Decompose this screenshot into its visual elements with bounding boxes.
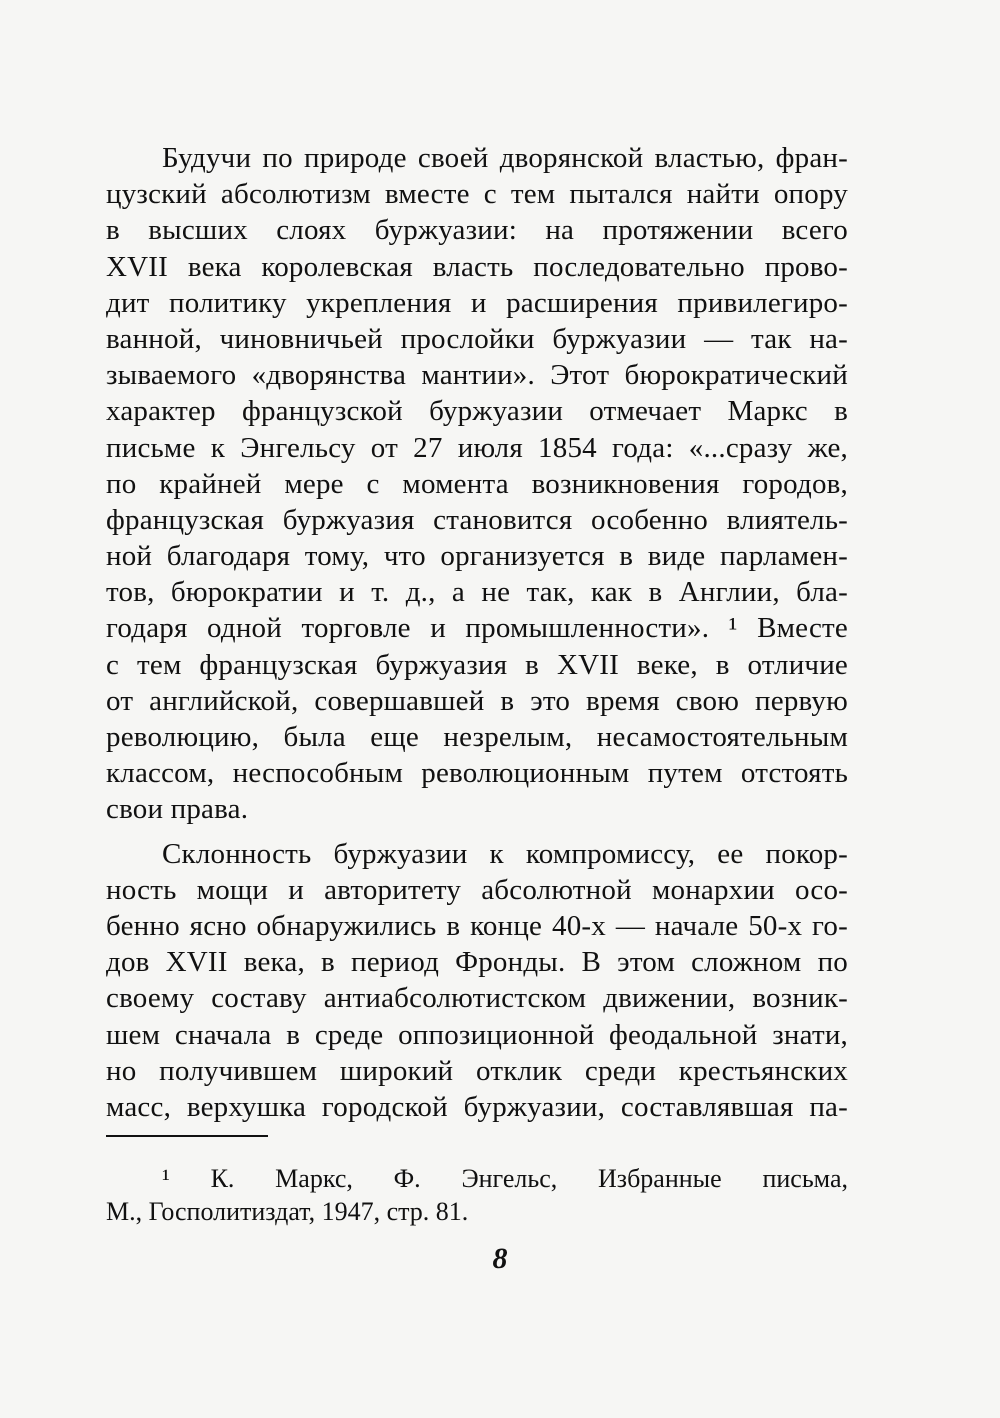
text-line: зываемого «дворянства мантии». Этот бюрократический xyxy=(106,359,848,392)
main-text xyxy=(106,140,848,1125)
text-line: дит политику укрепления и расширения привилегиро- xyxy=(106,286,848,319)
text-line: дов XVII века, в период Фронды. В этом сложном по xyxy=(106,946,848,979)
text-line: Будучи по природе своей дворянской властью, фран- xyxy=(162,142,848,174)
text-line: от английской, совершавшей в это время свою первую xyxy=(106,684,848,717)
text-line: в высших слоях буржуазии: на протяжении всего xyxy=(106,214,848,247)
text-line: французская буржуазия становится особенно влиятель- xyxy=(106,503,848,536)
text-line: ность мощи и авторитету абсолютной монархии осо- xyxy=(106,873,848,906)
footnote-line: М., Госполитиздат, 1947, стр. 81. xyxy=(106,1197,469,1226)
text-line: Склонность буржуазии к компромиссу, ее покор- xyxy=(162,837,848,870)
text-line: свои права. xyxy=(106,793,249,826)
text-line: XVII века королевская власть последовательно прово- xyxy=(106,250,848,283)
text-line: классом, неспособным революционным путем отстоять xyxy=(106,757,848,790)
footnote-divider xyxy=(106,1135,268,1137)
text-line: по крайней мере с момента возникновения городов, xyxy=(106,467,848,500)
text-line: своему составу антиабсолютистском движении, возник- xyxy=(106,982,848,1015)
text-line: шем сначала в среде оппозиционной феодальной знати, xyxy=(106,1018,848,1051)
text-line: характер французской буржуазии отмечает Маркс в xyxy=(106,395,848,428)
text-line: цузский абсолютизм вместе с тем пытался найти опору xyxy=(106,178,848,211)
text-line: годаря одной торговле и промышленности». ¹ Вместе xyxy=(106,612,848,645)
page-number: 8 xyxy=(492,1242,508,1275)
text-line: с тем французская буржуазия в XVII веке, в отличие xyxy=(106,648,848,681)
text-line: ной благодаря тому, что организуется в виде парламен- xyxy=(106,540,848,573)
text-line: масс, верхушка городской буржуазии, составлявшая па- xyxy=(106,1090,848,1123)
footnotes xyxy=(106,1162,848,1228)
footnote-line: ¹ К. Маркс, Ф. Энгельс, Избранные письма, xyxy=(162,1164,848,1193)
text-line: тов, бюрократии и т. д., а не так, как в Англии, бла- xyxy=(106,576,848,609)
paragraph-1 xyxy=(106,140,848,828)
text-line: бенно ясно обнаружились в конце 40-х — начале 50-х го- xyxy=(106,909,848,942)
paragraph-2 xyxy=(106,836,848,1126)
text-line: письме к Энгельсу от 27 июля 1854 года: «...сразу же, xyxy=(106,431,848,464)
text-line: но получившем широкий отклик среди крестьянских xyxy=(106,1054,848,1087)
text-line: революцию, была еще незрелым, несамостоятельным xyxy=(106,721,848,753)
text-line: ванной, чиновничьей прослойки буржуазии — так на- xyxy=(106,322,848,355)
